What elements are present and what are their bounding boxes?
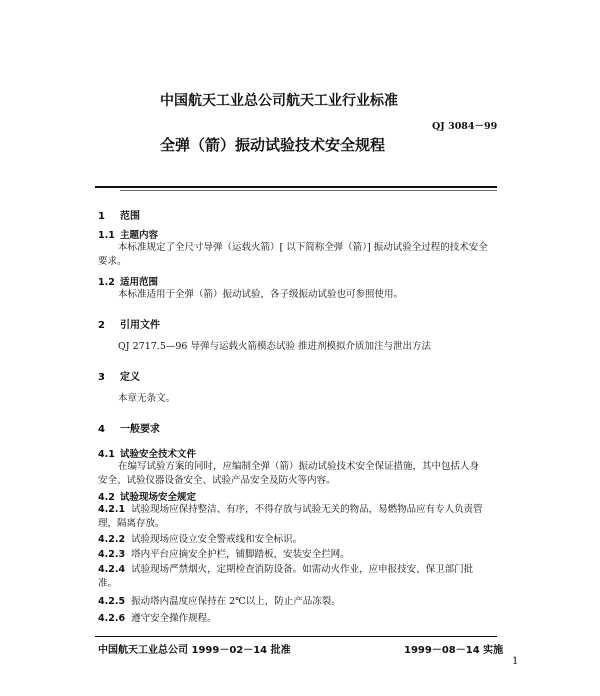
section-number: 1.1 bbox=[98, 230, 115, 241]
issuing-organization: 中国航天工业总公司航天工业行业标准 bbox=[160, 93, 398, 109]
clause-text: 试验现场应保持整洁、有序，不得存放与试验无关的物品，易燃物品应有专人负责管理，隔离存放。 bbox=[98, 504, 483, 529]
section-title: 适用范围 bbox=[120, 277, 159, 288]
header-rule-thin bbox=[120, 190, 497, 191]
clause-number: 4.2.2 bbox=[98, 534, 126, 545]
section-1-2-text: 本标准适用于全弹（箭）振动试验，各子级振动试验也可参照使用。 bbox=[118, 289, 404, 300]
footer-rule bbox=[95, 636, 497, 637]
clause-4-2-3 bbox=[98, 548, 350, 562]
section-1-1-heading bbox=[98, 227, 158, 241]
section-2-heading bbox=[98, 316, 160, 331]
clause-4-2-2 bbox=[98, 533, 302, 547]
clause-4-2-4 bbox=[98, 563, 488, 591]
section-4-1-heading bbox=[98, 446, 196, 460]
document-title: 全弹（箭）振动试验技术安全规程 bbox=[160, 136, 386, 154]
section-number: 1.2 bbox=[98, 277, 115, 288]
clause-number: 4.2.4 bbox=[98, 564, 126, 575]
section-number: 1 bbox=[98, 211, 105, 222]
header-rule bbox=[95, 186, 497, 188]
section-number: 4.2 bbox=[98, 492, 115, 503]
section-title: 试验现场安全规定 bbox=[120, 492, 197, 503]
section-1-1-text: 本标准规定了全尺寸导弹（运载火箭）[ 以下简称全弹（箭）] 振动试验全过程的技术安全要求。 bbox=[98, 242, 488, 267]
section-3-heading bbox=[98, 368, 140, 383]
section-number: 4.1 bbox=[98, 449, 115, 460]
section-4-heading bbox=[98, 420, 160, 435]
page-number: 1 bbox=[512, 656, 519, 667]
clause-number: 4.2.6 bbox=[98, 613, 126, 624]
clause-number: 4.2.5 bbox=[98, 596, 126, 607]
effective-date: 1999－08－14 实施 bbox=[404, 645, 504, 656]
clause-number: 4.2.3 bbox=[98, 549, 126, 560]
clause-text: 塔内平台应摘安全护栏，铺脚踏板，安装安全拦网。 bbox=[131, 549, 350, 560]
section-title: 主题内容 bbox=[120, 230, 159, 241]
section-1-2-heading bbox=[98, 274, 158, 288]
section-1-heading bbox=[98, 207, 140, 222]
clause-number: 4.2.1 bbox=[98, 504, 126, 515]
section-title: 引用文件 bbox=[120, 320, 160, 331]
clause-4-2-6 bbox=[98, 612, 217, 626]
section-number: 4 bbox=[98, 424, 105, 435]
section-title: 定义 bbox=[120, 372, 140, 383]
clause-text: 试验现场应设立安全警戒线和安全标识。 bbox=[131, 534, 303, 545]
section-title: 范围 bbox=[120, 211, 140, 222]
clause-4-2-1 bbox=[98, 503, 488, 531]
section-number: 3 bbox=[98, 372, 105, 383]
section-4-2-heading bbox=[98, 489, 196, 503]
clause-text: 遵守安全操作规程。 bbox=[131, 613, 217, 624]
clause-text: 振动塔内温度应保持在 2℃以上，防止产品冻裂。 bbox=[131, 596, 341, 607]
section-number: 2 bbox=[98, 320, 105, 331]
clause-4-2-5 bbox=[98, 595, 341, 609]
section-title: 试验安全技术文件 bbox=[120, 449, 197, 460]
approval-line: 中国航天工业总公司 1999－02－14 批准 bbox=[98, 645, 291, 656]
section-3-text: 本章无条文。 bbox=[118, 393, 176, 404]
section-2-text: QJ 2717.5—96 导弹与运载火箭模态试验 推进剂模拟介质加注与泄出方法 bbox=[118, 341, 431, 352]
clause-text: 试验现场严禁烟火，定期检查消防设备。如需动火作业，应申报技安、保卫部门批准。 bbox=[98, 564, 474, 589]
section-title: 一般要求 bbox=[120, 424, 160, 435]
standard-code: QJ 3084－99 bbox=[432, 121, 498, 132]
section-4-1-text: 在编写试验方案的同时，应编制全弹（箭）振动试验技术安全保证措施，其中包括人身安全、试验仪器设备安全、试验产品安全及防火等内容。 bbox=[98, 461, 480, 486]
